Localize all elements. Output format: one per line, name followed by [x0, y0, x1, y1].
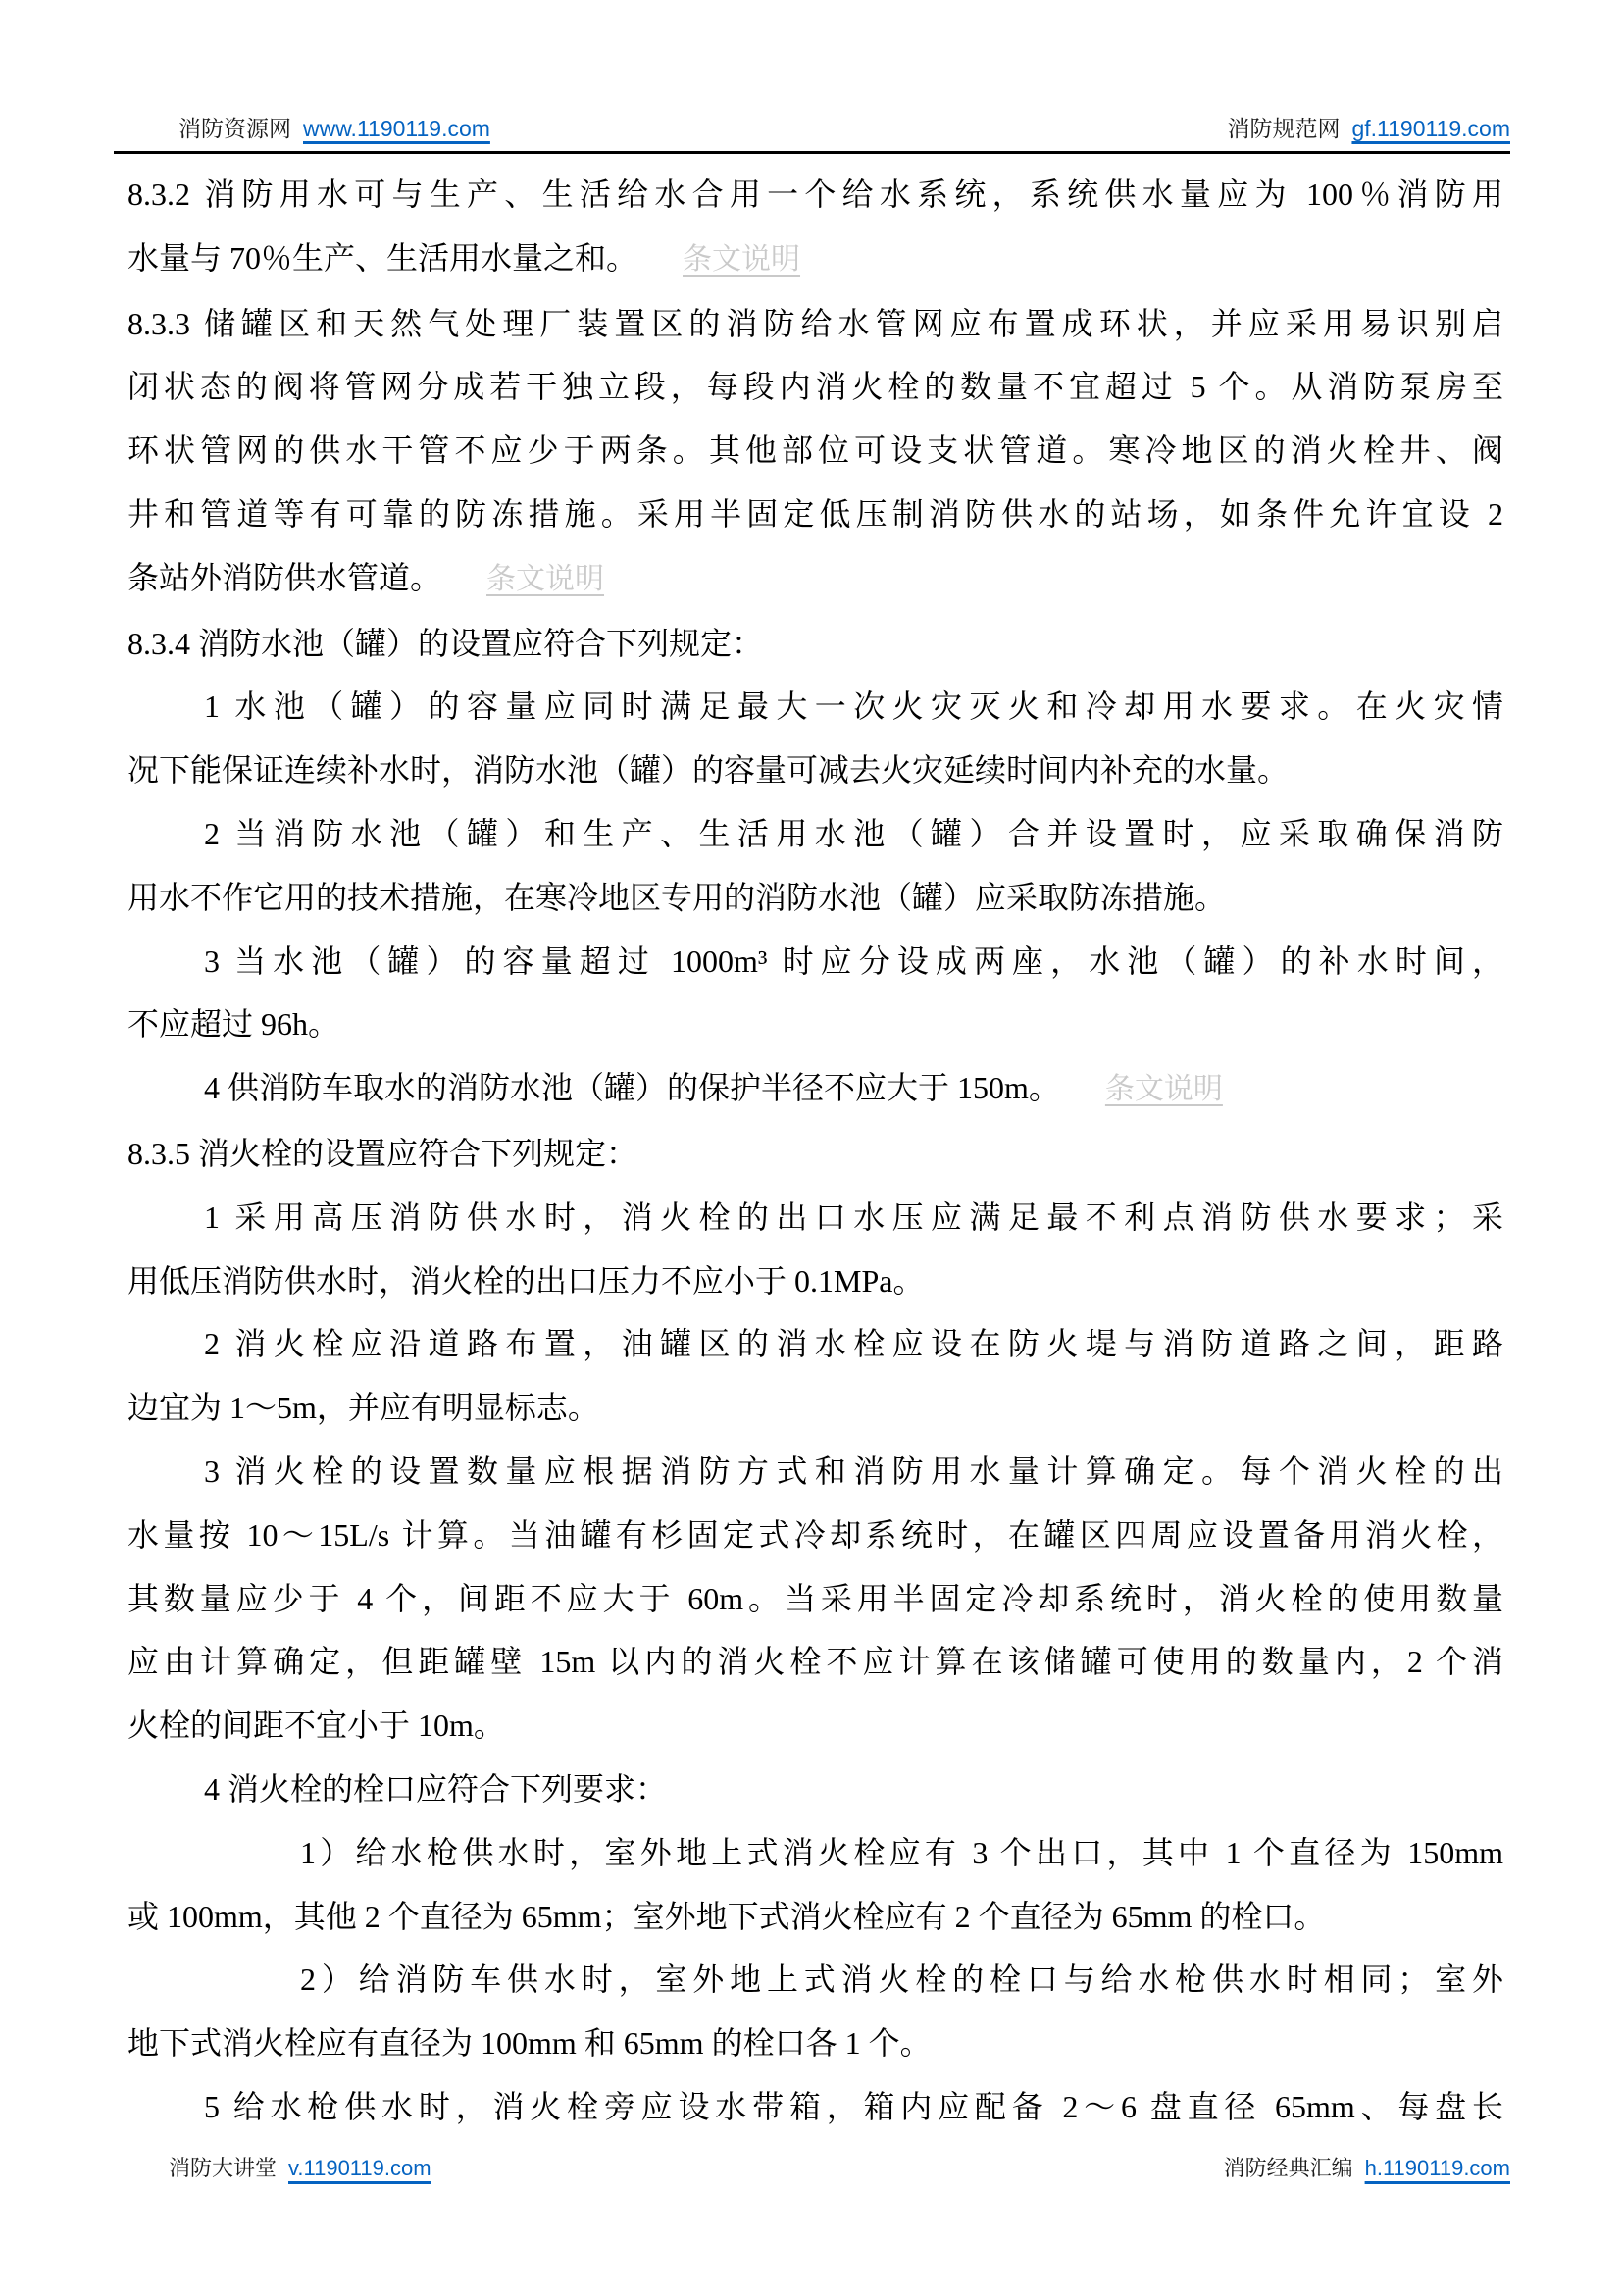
text-line — [127, 1376, 1503, 1440]
text-line — [127, 2075, 1503, 2139]
line-text: 火栓的间距不宜小于 10m。 — [127, 1708, 505, 1744]
text-line — [127, 1630, 1503, 1694]
text-line — [127, 1122, 1503, 1186]
page-footer — [114, 2154, 1510, 2183]
text-line — [127, 1948, 1503, 2012]
header-right-site-name: 消防规范网 — [1227, 117, 1341, 141]
line-text: 条站外消防供水管道。 — [127, 559, 442, 595]
header-right — [1227, 114, 1510, 144]
page-header — [114, 114, 1510, 154]
footer-left-site-name: 消防大讲堂 — [169, 2156, 278, 2180]
line-text: 8.3.3 储罐区和天然气处理厂装置区的消防给水管网应布置成环状，并应采用易识别启 — [127, 305, 1503, 341]
line-text: 井和管道等有可靠的防冻措施。采用半固定低压制消防供水的站场，如条件允许宜设 2 — [127, 495, 1503, 532]
line-text: 应由计算确定，但距罐壁 15m 以内的消火栓不应计算在该储罐可使用的数量内，2 个消 — [127, 1644, 1503, 1680]
text-line — [127, 1504, 1503, 1567]
text-line — [127, 1758, 1503, 1821]
line-text: 3 当水池（罐）的容量超过 1000m³ 时应分设成两座，水池（罐）的补水时间， — [204, 943, 1503, 979]
text-line — [127, 612, 1503, 676]
line-text: 1 采用高压消防供水时，消火栓的出口水压应满足最不利点消防供水要求；采 — [204, 1198, 1503, 1235]
line-text: 或 100mm，其他 2 个直径为 65mm；室外地下式消火栓应有 2 个直径为 65mm 的栓口。 — [127, 1898, 1326, 1934]
header-left-site-link[interactable]: www.1190119.com — [303, 116, 490, 141]
text-line — [127, 1312, 1503, 1376]
line-text: 况下能保证连续补水时，消防水池（罐）的容量可减去火灾延续时间内补充的水量。 — [127, 752, 1290, 789]
text-line — [127, 355, 1503, 419]
footer-left — [169, 2154, 431, 2183]
text-line — [127, 227, 1503, 292]
text-line — [127, 993, 1503, 1056]
header-left-site-name: 消防资源网 — [178, 117, 291, 141]
clause-note-link[interactable]: 条文说明 — [1104, 1073, 1223, 1106]
line-text: 8.3.2 消防用水可与生产、生活给水合用一个给水系统，系统供水量应为 100％消防用 — [127, 177, 1503, 212]
clause-note-link[interactable]: 条文说明 — [486, 562, 605, 595]
text-line — [127, 483, 1503, 546]
text-line — [127, 739, 1503, 802]
line-text: 2 消火栓应沿道路布置，油罐区的消水栓应设在防火堤与消防道路之间，距路 — [204, 1326, 1503, 1362]
line-text: 其数量应少于 4 个，间距不应大于 60m。当采用半固定冷却系统时，消火栓的使用数量 — [127, 1580, 1503, 1616]
text-line — [127, 930, 1503, 994]
text-line — [127, 1567, 1503, 1631]
line-text: 2 当消防水池（罐）和生产、生活用水池（罐）合并设置时，应采取确保消防 — [204, 815, 1503, 851]
text-line — [127, 675, 1503, 739]
line-text: 用低压消防供水时，消火栓的出口压力不应小于 0.1MPa。 — [127, 1262, 925, 1299]
line-text: 闭状态的阀将管网分成若干独立段，每段内消火栓的数量不宜超过 5 个。从消防泵房至 — [127, 369, 1503, 405]
line-text: 地下式消火栓应有直径为 100mm 和 65mm 的栓口各 1 个。 — [127, 2025, 932, 2062]
footer-right-site-name: 消防经典汇编 — [1223, 2156, 1353, 2180]
text-line — [127, 802, 1503, 866]
text-line — [127, 1056, 1503, 1122]
clause-note-link[interactable]: 条文说明 — [683, 242, 801, 276]
text-line — [127, 163, 1503, 227]
line-text: 4 供消防车取水的消防水池（罐）的保护半径不应大于 150m。 — [204, 1070, 1060, 1106]
header-right-site-link[interactable]: gf.1190119.com — [1351, 116, 1510, 141]
text-line — [127, 1440, 1503, 1504]
text-line — [127, 1694, 1503, 1758]
text-line — [127, 866, 1503, 930]
line-text: 水量按 10～15L/s 计算。当油罐有杉固定式冷却系统时，在罐区四周应设置备用消火栓， — [127, 1516, 1503, 1553]
header-left — [178, 114, 490, 144]
footer-right — [1224, 2154, 1510, 2183]
text-line — [127, 1249, 1503, 1313]
line-text: 1）给水枪供水时，室外地上式消火栓应有 3 个出口，其中 1 个直径为 150mm — [300, 1834, 1503, 1870]
line-text: 8.3.4 消防水池（罐）的设置应符合下列规定： — [127, 625, 764, 661]
line-text: 3 消火栓的设置数量应根据消防方式和消防用水量计算确定。每个消火栓的出 — [204, 1453, 1503, 1489]
line-text: 不应超过 96h。 — [127, 1006, 340, 1043]
text-line — [127, 419, 1503, 483]
text-line — [127, 2012, 1503, 2075]
line-text: 1 水池（罐）的容量应同时满足最大一次火灾灭火和冷却用水要求。在火灾情 — [204, 688, 1503, 725]
line-text: 环状管网的供水干管不应少于两条。其他部位可设支状管道。寒冷地区的消火栓井、阀 — [127, 433, 1503, 469]
text-line — [127, 1186, 1503, 1249]
text-line — [127, 1821, 1503, 1885]
footer-left-site-link[interactable]: v.1190119.com — [288, 2156, 431, 2180]
line-text: 边宜为 1～5m，并应有明显标志。 — [127, 1390, 599, 1426]
document-body — [127, 163, 1503, 2139]
line-text: 8.3.5 消火栓的设置应符合下列规定： — [127, 1135, 638, 1171]
text-line — [127, 1885, 1503, 1949]
footer-right-site-link[interactable]: h.1190119.com — [1364, 2156, 1510, 2180]
line-text: 4 消火栓的栓口应符合下列要求： — [204, 1770, 668, 1807]
line-text: 5 给水枪供水时，消火栓旁应设水带箱，箱内应配备 2～6 盘直径 65mm、每盘长 — [204, 2088, 1503, 2124]
line-text: 用水不作它用的技术措施，在寒冷地区专用的消防水池（罐）应采取防冻措施。 — [127, 879, 1227, 915]
line-text: 水量与 70％生产、生活用水量之和。 — [127, 239, 638, 276]
text-line — [127, 292, 1503, 356]
line-text: 2）给消防车供水时，室外地上式消火栓的栓口与给水枪供水时相同；室外 — [300, 1962, 1503, 1998]
text-line — [127, 546, 1503, 612]
